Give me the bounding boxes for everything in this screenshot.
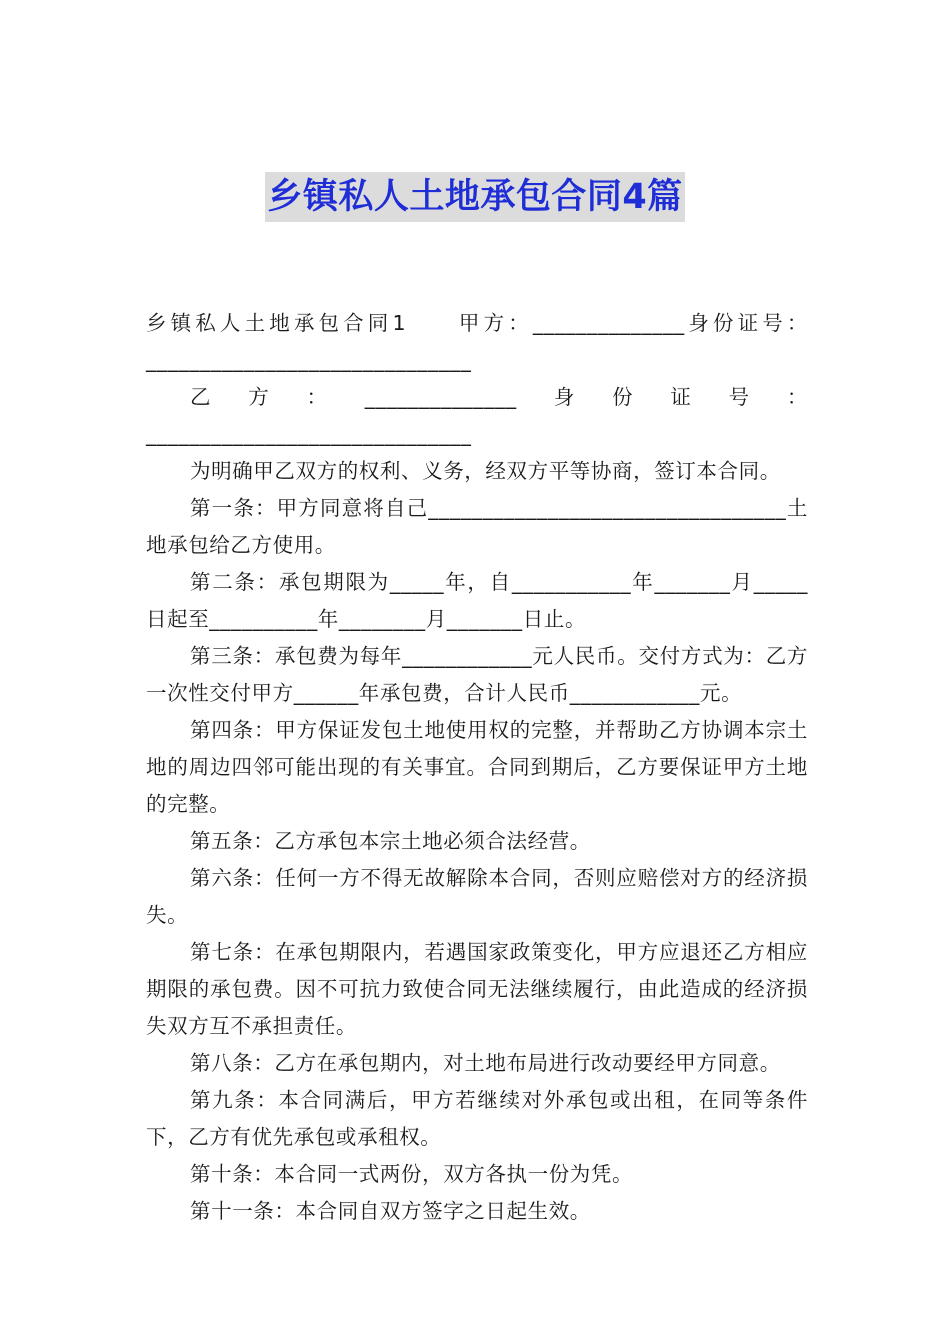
clause-11: 第十一条：本合同自双方签字之日起生效。 (190, 1199, 591, 1223)
clause-5: 第五条：乙方承包本宗土地必须合法经营。 (190, 829, 591, 853)
paragraph-purpose: 为明确甲乙双方的权利、义务，经双方平等协商，签订本合同。 (190, 459, 781, 483)
paragraph-intro-party-a: 乡镇私人土地承包合同1 甲方：______________身份证号：______________________________ (146, 311, 808, 372)
document-body (146, 305, 808, 1230)
paragraph-party-b: 乙方：______________身份证号：______________________________ (146, 385, 808, 446)
document-title: 乡镇私人土地承包合同4篇 (265, 172, 684, 222)
clause-10: 第十条：本合同一式两份，双方各执一份为凭。 (190, 1162, 634, 1186)
clause-3: 第三条：承包费为每年____________元人民币。交付方式为：乙方一次性交付甲方______年承包费，合计人民币____________元。 (146, 644, 808, 705)
clause-2: 第二条：承包期限为_____年，自___________年_______月_____日起至__________年________月_______日止。 (146, 570, 808, 631)
clause-7: 第七条：在承包期限内，若遇国家政策变化，甲方应退还乙方相应期限的承包费。因不可抗力致使合同无法继续履行，由此造成的经济损失双方互不承担责任。 (146, 940, 808, 1038)
clause-1: 第一条：甲方同意将自己_________________________________土地承包给乙方使用。 (146, 496, 808, 557)
title-container (0, 172, 950, 222)
clause-8: 第八条：乙方在承包期内，对土地布局进行改动要经甲方同意。 (190, 1051, 781, 1075)
clause-4: 第四条：甲方保证发包土地使用权的完整，并帮助乙方协调本宗土地的周边四邻可能出现的有关事宜。合同到期后，乙方要保证甲方土地的完整。 (146, 718, 808, 816)
clause-9: 第九条：本合同满后，甲方若继续对外承包或出租，在同等条件下，乙方有优先承包或承租权。 (146, 1088, 808, 1149)
clause-6: 第六条：任何一方不得无故解除本合同，否则应赔偿对方的经济损失。 (146, 866, 808, 927)
